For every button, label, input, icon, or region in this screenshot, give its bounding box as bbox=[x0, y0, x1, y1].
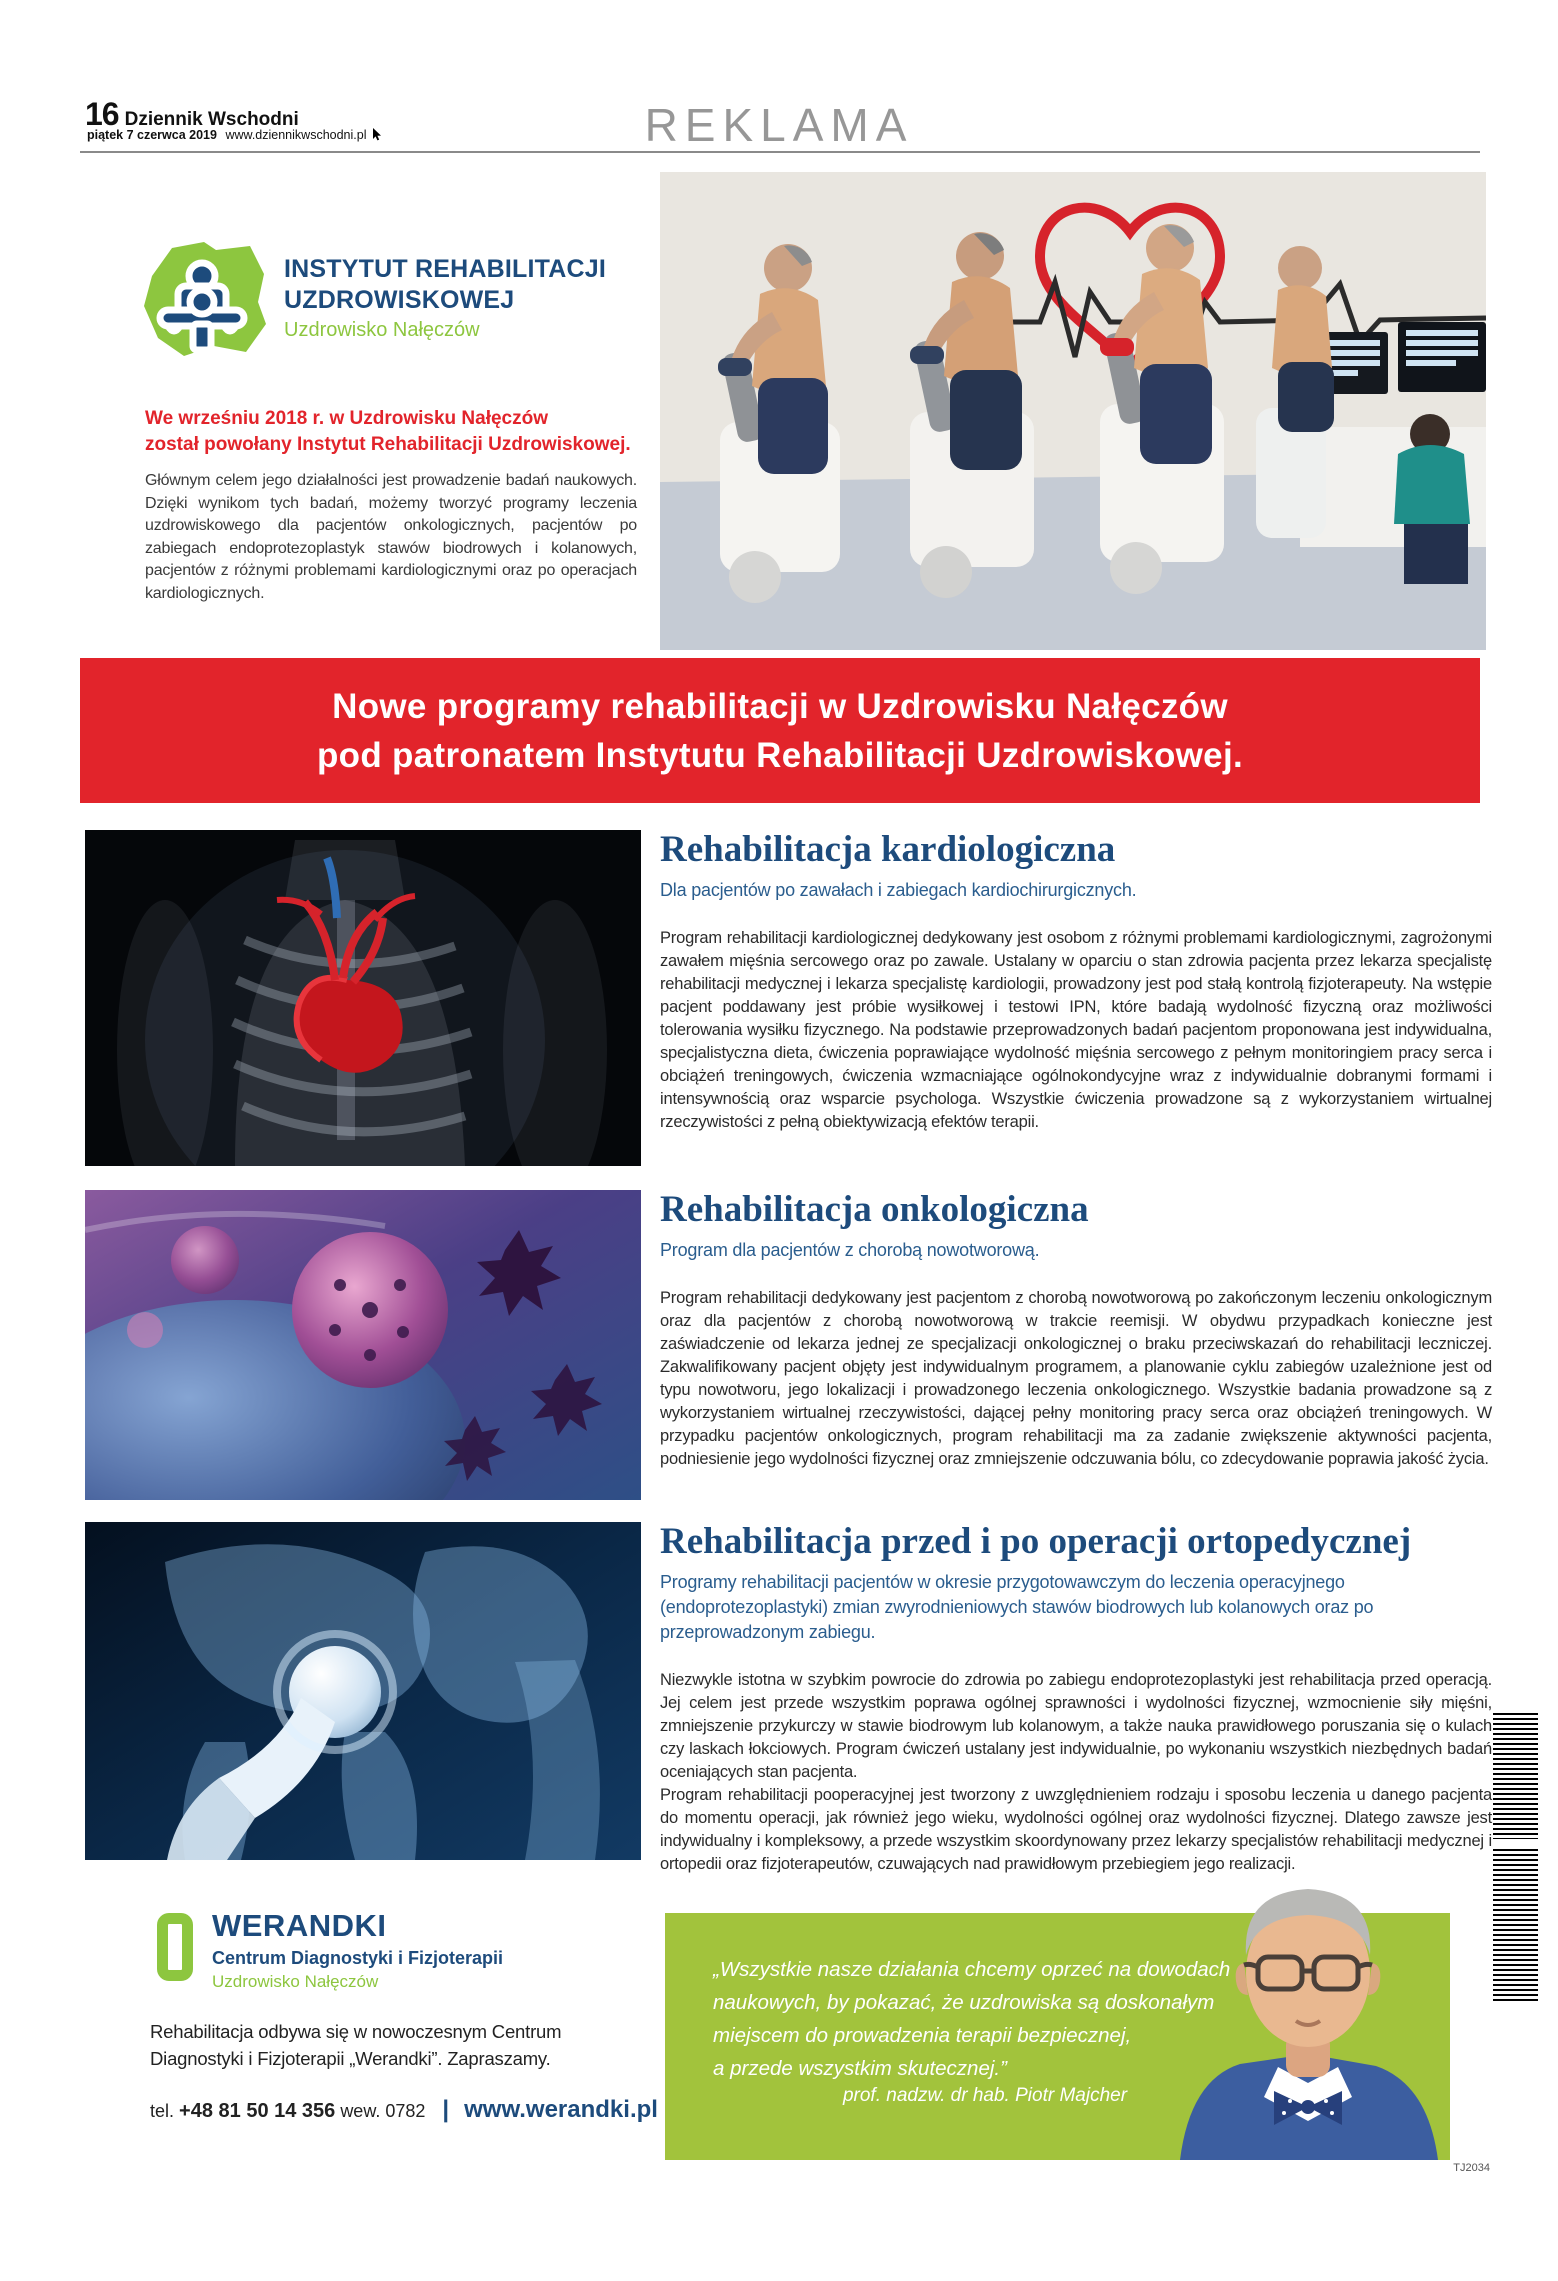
werandki-website: www.werandki.pl bbox=[464, 2096, 658, 2123]
section-subtitle: Program dla pacjentów z chorobą nowotworową. bbox=[660, 1240, 1040, 1260]
section-body: Program rehabilitacji kardiologicznej dedykowany jest osobom z różnymi problemami kardiologicznymi, zagrożonymi zawałem mięśnia sercowego oraz po zawale. Ustalany w oparciu o stan zdrowia pacjenta przez lekarza specjalistę rehabilitacji medycznej i lekarza specjalistę kardiologii, prowadzony jest pod stałą kontrolą fizjoterapeuty. Na wstępie pacjent poddawany jest próbie wysiłkowej i testowi IPN, które badają wydolność fizyczną oraz możliwości tolerowania wysiłku fizycznego. Na podstawie przeprowadzonych badań pacjentom proponowana jest indywidualna, specjalistyczna dieta, ćwiczenia poprawiające wydolność mięśnia sercowego z pełnym monitoringiem pracy serca i obciążeń treningowych, ćwiczenia wzmacniające ogólnokondycyjne wraz z indywidualnie dobranymi formami i intensywnością oraz wsparcie psychologa. Wszystkie ćwiczenia prowadzone są z wykorzystaniem wirtualnej rzeczywistości z pełną obiektywizacją efektów terapii. bbox=[660, 929, 1492, 1131]
barcode-icon bbox=[1493, 1713, 1538, 2001]
tel-extension: wew. 0782 bbox=[340, 2101, 426, 2121]
section-orthopedic bbox=[660, 1520, 1492, 1876]
werandki-line3: Uzdrowisko Nałęczów bbox=[212, 1972, 379, 1991]
intro-lead-line2: został powołany Instytut Rehabilitacji Uzdrowiskowej. bbox=[145, 434, 631, 455]
separator: | bbox=[442, 2096, 450, 2123]
gym-photo bbox=[660, 172, 1486, 650]
institute-subtitle: Uzdrowisko Nałęczów bbox=[284, 319, 480, 341]
professor-portrait bbox=[1160, 1845, 1458, 2160]
quote-author: prof. nadzw. dr hab. Piotr Majcher bbox=[842, 2085, 1128, 2106]
section-body-paragraph2: Program rehabilitacji pooperacyjnej jest tworzony z uwzględnieniem rodzaju i sposobu leczenia u danego pacjenta do momentu operacji, jak również jego wieku, wydolności ogólnej oraz wydolności fizycznej. Dlatego zawsze jest indywidualny i kompleksowy, a przede wszystkim skoordynowany przez lekarzy specjalistów rehabilitacji medycznej i ortopedii oraz fizjoterapeutów, czuwających nad prawidłowym przebiegiem jego realizacji. bbox=[660, 1786, 1492, 1873]
hip-xray-illustration bbox=[85, 1522, 641, 1860]
section-title: Rehabilitacja onkologiczna bbox=[660, 1189, 1089, 1230]
barcode-lower bbox=[1493, 1849, 1538, 2001]
professor-portrait-illustration bbox=[1160, 1845, 1458, 2160]
oncology-image bbox=[85, 1190, 641, 1500]
institute-logo-block bbox=[138, 240, 606, 362]
newspaper-name: Dziennik Wschodni bbox=[124, 109, 299, 130]
barcode-upper bbox=[1493, 1713, 1538, 1839]
werandki-logo-icon bbox=[157, 1913, 193, 1981]
cancer-cells-illustration bbox=[85, 1190, 641, 1500]
institute-logo-icon bbox=[138, 240, 270, 362]
banner-line2: pod patronatem Instytutu Rehabilitacji Uzdrowiskowej. bbox=[316, 735, 1243, 775]
institute-name-line2: UZDROWISKOWEJ bbox=[284, 286, 515, 314]
masthead-rule bbox=[80, 151, 1480, 153]
section-cardiology bbox=[660, 828, 1492, 1134]
section-subtitle: Dla pacjentów po zawałach i zabiegach kardiochirurgicznych. bbox=[660, 880, 1137, 900]
red-banner bbox=[80, 658, 1480, 803]
werandki-logo-text bbox=[212, 1908, 503, 1992]
contact-line bbox=[150, 2096, 658, 2124]
page-number: 16 bbox=[85, 96, 119, 132]
cardiology-image bbox=[85, 830, 641, 1166]
section-body-paragraph1: Niezwykle istotna w szybkim powrocie do zdrowia po zabiegu endoprotezoplastyki jest rehabilitacja przed operacją. Jej celem jest przede wszystkim poprawa ogólnej sprawności i wydolności fizycznej, wzmocnienie siły mięśni, zmniejszenie przykurczy w stawie biodrowym lub kolanowym, a także nauka prawidłowego poruszania się o kulach czy laskach łokciowych. Program ćwiczeń ustalany jest indywidualnie, po wykonaniu wszystkich niezbędnych badań oceniających stan pacjenta. bbox=[660, 1671, 1492, 1781]
quote-line4: a przede wszystkim skutecznej.” bbox=[713, 2057, 1007, 2080]
section-title: Rehabilitacja przed i po operacji ortopedycznej bbox=[660, 1521, 1412, 1562]
chest-xray-illustration bbox=[85, 830, 641, 1166]
section-body: Program rehabilitacji dedykowany jest pacjentom z chorobą nowotworową po zakończonym leczeniu onkologicznym oraz dla pacjentów z chorobą nowotworową w trakcie reemisji. W obydwu przypadkach konieczne jest zaświadczenie od lekarza jednej ze specjalizacji onkologicznej o braku przeciwskazań do rehabilitacji leczniczej. Zakwalifikowany pacjent objęty jest indywidualnym programem, a planowanie cyklu zabiegów uzależnione jest od typu nowotworu, jego lokalizacji i prowadzonego leczenia onkologicznego. Wszystkie badania prowadzone są z wykorzystaniem wirtualnej rzeczywistości, dającej pełny monitoring pracy serca oraz obciążeń treningowych. W przypadku pacjentów onkologicznych, program rehabilitacji ma za zadanie zwiększenie aktywności pacjenta, podniesienie jego wydolności fizycznej oraz zmniejszenie odczuwania bólu, co zdecydowanie poprawia jakość życia. bbox=[660, 1289, 1492, 1468]
quote-text bbox=[713, 1953, 1230, 2085]
tel-number: +48 81 50 14 356 bbox=[179, 2100, 336, 2122]
institute-name-line1: INSTYTUT REHABILITACJI bbox=[284, 255, 606, 283]
section-title-reklama: REKLAMA bbox=[644, 99, 914, 151]
newspaper-website: www.dziennikwschodni.pl bbox=[225, 128, 367, 142]
section-oncology bbox=[660, 1188, 1492, 1471]
intro-paragraph: Głównym celem jego działalności jest prowadzenie badań naukowych. Dzięki wynikom tych badań, możemy tworzyć programy leczenia uzdrowiskowego dla pacjentów onkologicznych, pacjentów po zabiegach endoprotezoplastyk stawów biodrowych i kolanowych, pacjentów z różnymi problemami kardiologicznymi oraz po operacjach kardiologicznych. bbox=[145, 472, 637, 602]
quote-line3: miejscem do prowadzenia terapii bezpiecznej, bbox=[713, 2024, 1132, 2047]
orthopedic-image bbox=[85, 1522, 641, 1860]
footer-paragraph: Rehabilitacja odbywa się w nowoczesnym Centrum Diagnostyki i Fizjoterapii „Werandki”. Zapraszamy. bbox=[150, 2021, 562, 2069]
intro-lead bbox=[145, 406, 640, 458]
tel-label: tel. bbox=[150, 2101, 175, 2121]
quote-line2: naukowych, by pokazać, że uzdrowiska są doskonałym bbox=[713, 1991, 1215, 2014]
gym-photo-illustration bbox=[660, 172, 1486, 650]
section-subtitle: Programy rehabilitacji pacjentów w okresie przygotowawczym do leczenia operacyjnego (endoprotezoplastyki) zmian zwyrodnieniowych stawów biodrowych lub kolanowych oraz po przeprowadzonym zabiegu. bbox=[660, 1572, 1374, 1642]
institute-logo-text bbox=[284, 240, 606, 342]
quote-line1: „Wszystkie nasze działania chcemy oprzeć na dowodach bbox=[713, 1958, 1231, 1981]
issue-date: piątek 7 czerwca 2019 bbox=[87, 128, 217, 142]
section-title: Rehabilitacja kardiologiczna bbox=[660, 829, 1116, 870]
werandki-name: WERANDKI bbox=[212, 1908, 387, 1943]
banner-line1: Nowe programy rehabilitacji w Uzdrowisku Nałęczów bbox=[332, 686, 1228, 726]
werandki-line2: Centrum Diagnostyki i Fizjoterapii bbox=[212, 1948, 504, 1968]
intro-lead-line1: We wrześniu 2018 r. w Uzdrowisku Nałęczów bbox=[145, 408, 549, 429]
ad-code: TJ2034 bbox=[1453, 2162, 1490, 2174]
